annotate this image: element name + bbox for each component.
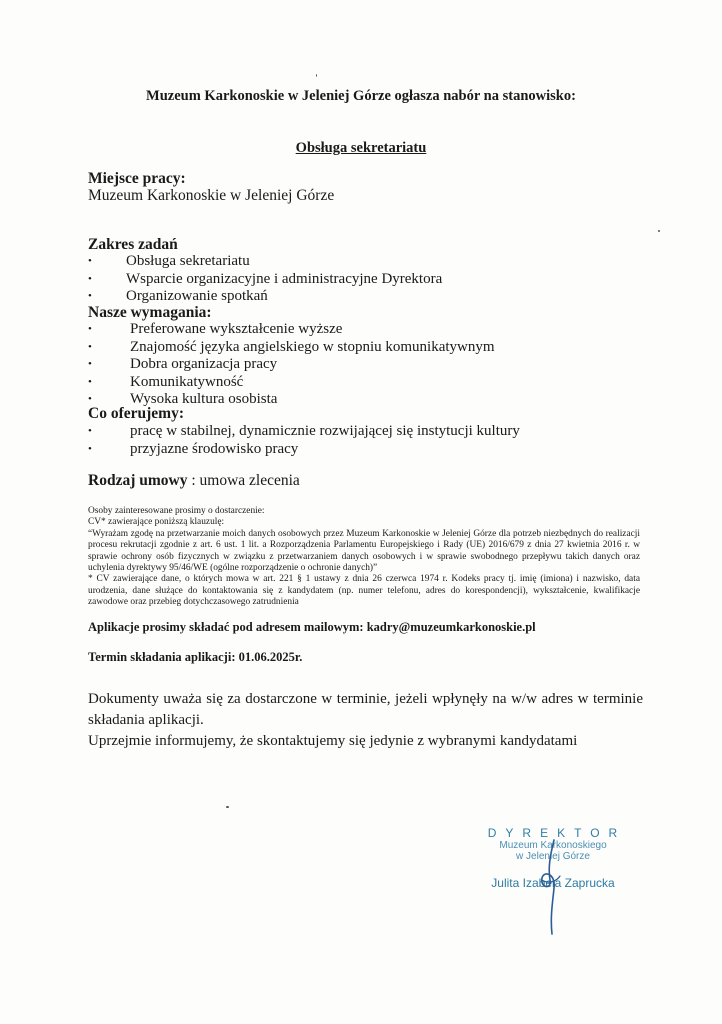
bullet-icon: • [88,340,92,353]
stamp-line-1: Muzeum Karkonoskiego [499,840,607,851]
closing-line-1: Dokumenty uważa się za dostarczone w terminie, jeżeli wpłynęły na w/w adres w terminie składania aplikacji. [88,691,643,728]
position-title: Obsługa sekretariatu [295,140,427,156]
fine-print [88,506,640,609]
fine-print-intro: Osoby zainteresowane prosimy o dostarczenie: [88,506,265,516]
bullet-icon: • [88,393,92,405]
application-address: Aplikacje prosimy składać pod adresem mailowym: kadry@muzeumkarkonoskie.pl [88,620,536,634]
list-item: • przyjazne środowisko pracy [88,440,299,457]
scan-speck [226,806,229,808]
gdpr-clause: “Wyrażam zgodę na przetwarzanie moich danych osobowych przez Muzeum Karkonoskie w Jeleniej Górze dla potrzeb niezbędnych do realizacji procesu rekrutacji zgodnie z art. 6 ust. 1 lit. a Rozporządzenia Parlamentu Europejskiego i Rady (UE) 2016/679 z dnia 27 kwietnia 2016 r. w sprawie ochrony osób fizycznych w związku z przetwarzaniem danych osobowych i w sprawie swobodnego przepływu takich danych oraz uchylenia dyrektywy 95/46/WE (ogólne rozporządzenie o ochronie danych)” [88,528,640,574]
bullet-icon: • [88,375,92,388]
stamp-name: Julita Izabela Zaprucka [491,876,615,890]
offer-list [88,423,520,458]
contract-type [88,472,300,490]
closing-notes [88,689,643,752]
bullet-icon: • [88,358,92,370]
workplace-label: Miejsce pracy: [88,170,186,187]
bullet-icon: • [88,323,92,335]
closing-line-2: Uprzejmie informujemy, że skontaktujemy się jedynie z wybranymi kandydatami [88,733,578,749]
bullet-icon: • [88,290,92,302]
bullet-icon: • [88,442,92,455]
requirements-label: Nasze wymagania: [88,304,212,321]
announcement-header: Muzeum Karkonoskie w Jeleniej Górze ogłasza nabór na stanowisko: [146,88,576,104]
list-item: • Komunikatywność [88,373,244,390]
contract-value: : umowa zlecenia [187,472,300,489]
application-deadline: Termin składania aplikacji: 01.06.2025r. [88,650,303,664]
list-item: • pracę w stabilnej, dynamicznie rozwijającej się instytucji kultury [88,423,520,439]
list-item: • Preferowane wykształcenie wyższe [88,321,343,337]
offer-label: Co oferujemy: [88,405,184,422]
scan-speck [316,74,317,77]
bullet-icon: • [88,255,92,267]
stamp-title: DYREKTOR [487,826,627,840]
bullet-icon: • [88,272,92,285]
scan-speck [658,230,660,232]
list-item: • Wsparcie organizacyjne i administracyjne Dyrektora [88,270,443,287]
cv-footnote: * CV zawierające dane, o których mowa w art. 221 § 1 ustawy z dnia 26 czerwca 1974 r. Kodeks pracy tj. imię (imiona) i nazwisko, data urodzenia, dane służące do kontaktowania się z kandydatem (np. numer telefonu, adres do korespondencji), wykształcenie, kwalifikacje zawodowe oraz przebieg dotychczasowego zatrudnienia [88,574,640,608]
stamp-line-2: w Jeleniej Górze [516,851,590,862]
list-item: • Wysoka kultura osobista [88,391,278,407]
requirements-list [88,321,495,409]
workplace-value: Muzeum Karkonoskie w Jeleniej Górze [88,187,335,204]
bullet-icon: • [88,425,92,437]
list-item: • Obsługa sekretariatu [88,253,250,269]
list-item: • Znajomość języka angielskiego w stopniu komunikatywnym [88,338,495,355]
list-item: • Organizowanie spotkań [88,288,268,304]
contract-label: Rodzaj umowy [88,472,188,489]
duties-list [88,253,442,306]
fine-print-cv: CV* zawierające poniższą klauzulę: [88,517,225,528]
duties-label: Zakres zadań [88,236,178,253]
signature-icon [520,838,580,938]
list-item: • Dobra organizacja pracy [88,356,278,372]
